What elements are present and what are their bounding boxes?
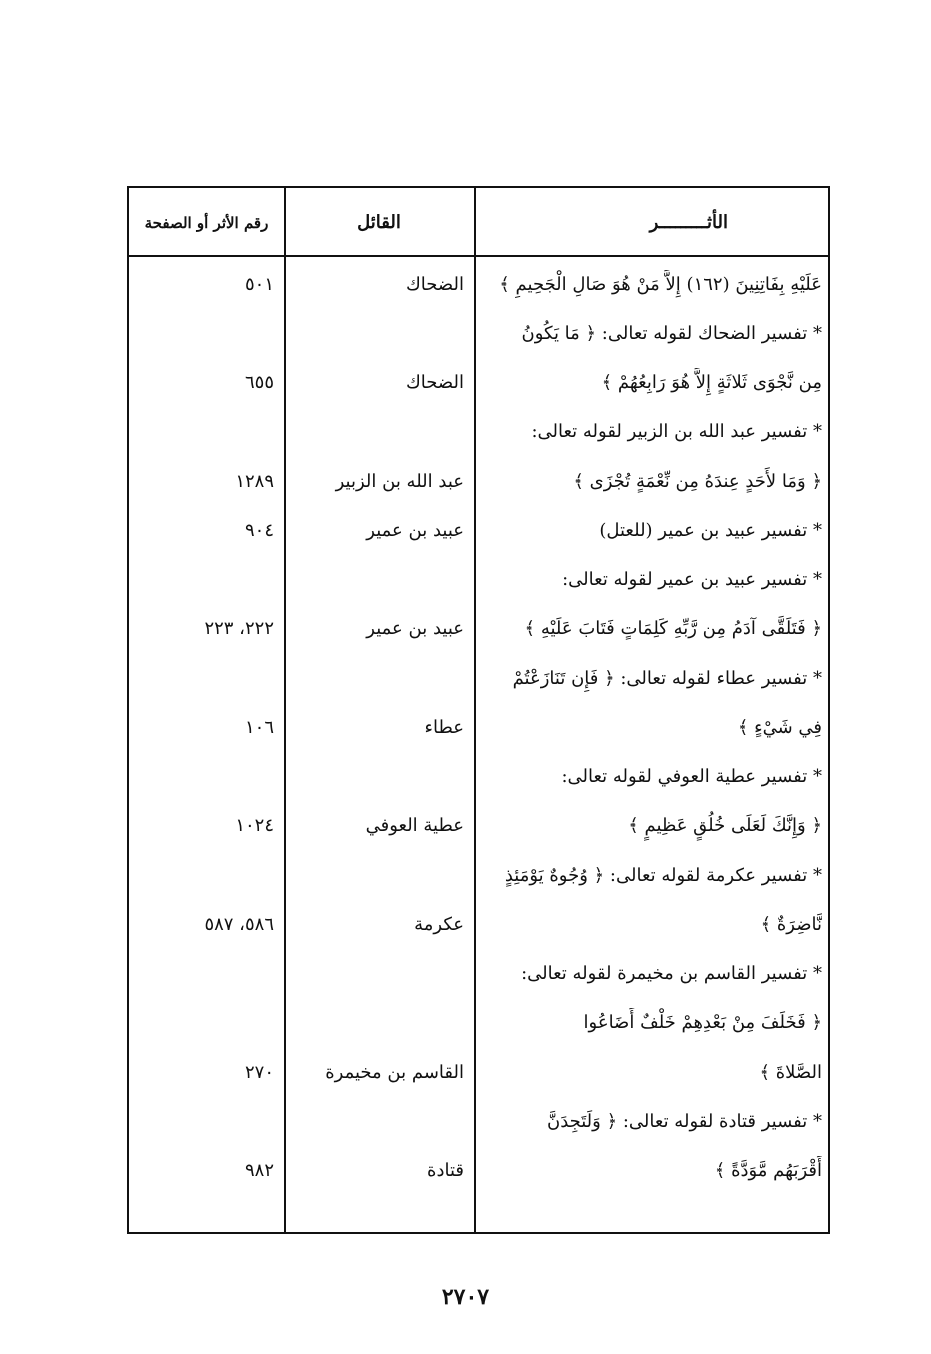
speaker-cell: عطية العوفي bbox=[365, 815, 464, 836]
speaker-cell: الضحاك bbox=[405, 274, 464, 295]
ref-cell: ١٠٦ bbox=[244, 717, 274, 738]
athar-line: * تفسير عبيد بن عمير (للعتل) bbox=[599, 520, 822, 541]
speaker-cell: عكرمة bbox=[414, 914, 464, 935]
speaker-cell: عبد الله بن الزبير bbox=[335, 471, 464, 492]
athar-line: عَلَيْهِ بِفَاتِنِينَ (١٦٢) إِلاَّ مَنْ هُوَ صَالِ الْجَحِيمِ ﴾ bbox=[499, 274, 822, 295]
speaker-cell: عطاء bbox=[424, 717, 464, 738]
page-number: ٢٧٠٧ bbox=[441, 1284, 490, 1310]
athar-line: ﴿ وَإِنَّكَ لَعَلَى خُلُقٍ عَظِيمٍ ﴾ bbox=[628, 815, 822, 836]
athar-line: ﴿ فَتَلَقَّى آدَمُ مِن رَّبِّهِ كَلِمَاتٍ فَتَابَ عَلَيْهِ ﴾ bbox=[524, 618, 822, 639]
header-ref: رقم الأثر أو الصفحة bbox=[144, 214, 269, 232]
column-divider bbox=[474, 188, 476, 1232]
header-divider bbox=[129, 255, 828, 257]
athar-line: * تفسير عطية العوفي لقوله تعالى: bbox=[561, 766, 822, 787]
athar-line: مِن نَّجْوَى ثَلاثَةٍ إِلاَّ هُوَ رَابِعُهُمْ ﴾ bbox=[601, 372, 822, 393]
speaker-cell: عبيد بن عمير bbox=[366, 618, 464, 639]
athar-line: * تفسير الضحاك لقوله تعالى: ﴿ مَا يَكُونُ bbox=[521, 323, 822, 344]
athar-line: نَّاضِرَةٌ ﴾ bbox=[760, 914, 822, 935]
header-qail: القائل bbox=[357, 212, 401, 233]
athar-line: فِي شَيْءٍ ﴾ bbox=[737, 717, 822, 738]
athar-line: * تفسير عطاء لقوله تعالى: ﴿ فَإِن تَنَازَعْتُمْ bbox=[512, 668, 822, 689]
header-athar: الأثـــــــــر bbox=[649, 212, 728, 233]
speaker-cell: الضحاك bbox=[405, 372, 464, 393]
ref-cell: ١٢٨٩ bbox=[235, 471, 274, 492]
speaker-cell: قتادة bbox=[427, 1160, 464, 1181]
ref-cell: ٩٠٤ bbox=[244, 520, 274, 541]
column-divider bbox=[284, 188, 286, 1232]
athar-line: * تفسير عبيد بن عمير لقوله تعالى: bbox=[562, 569, 822, 590]
ref-cell: ٩٨٢ bbox=[244, 1160, 274, 1181]
athar-line: أَقْرَبَهُم مَّوَدَّةً ﴾ bbox=[714, 1160, 822, 1181]
index-table bbox=[127, 186, 830, 1234]
ref-cell: ٢٧٠ bbox=[244, 1062, 274, 1083]
athar-line: ﴿ فَخَلَفَ مِنْ بَعْدِهِمْ خَلْفٌ أَضَاعُوا bbox=[583, 1012, 822, 1033]
ref-cell: ٥٨٦، ٥٨٧ bbox=[204, 914, 274, 935]
speaker-cell: القاسم بن مخيمرة bbox=[325, 1062, 464, 1083]
speaker-cell: عبيد بن عمير bbox=[366, 520, 464, 541]
athar-line: * تفسير عكرمة لقوله تعالى: ﴿ وُجُوهٌ يَوْمَئِذٍ bbox=[504, 865, 822, 886]
ref-cell: ٥٠١ bbox=[244, 274, 274, 295]
athar-line: * تفسير عبد الله بن الزبير لقوله تعالى: bbox=[531, 421, 822, 442]
athar-line: * تفسير القاسم بن مخيمرة لقوله تعالى: bbox=[521, 963, 822, 984]
ref-cell: ١٠٢٤ bbox=[235, 815, 274, 836]
ref-cell: ٢٢٢، ٢٢٣ bbox=[204, 618, 274, 639]
athar-line: الصَّلاةَ ﴾ bbox=[759, 1062, 822, 1083]
athar-line: * تفسير قتادة لقوله تعالى: ﴿ وَلَتَجِدَنَّ bbox=[546, 1111, 822, 1132]
athar-line: ﴿ وَمَا لأَحَدٍ عِندَهُ مِن نِّعْمَةٍ تُجْزَى ﴾ bbox=[573, 471, 822, 492]
ref-cell: ٦٥٥ bbox=[244, 372, 274, 393]
